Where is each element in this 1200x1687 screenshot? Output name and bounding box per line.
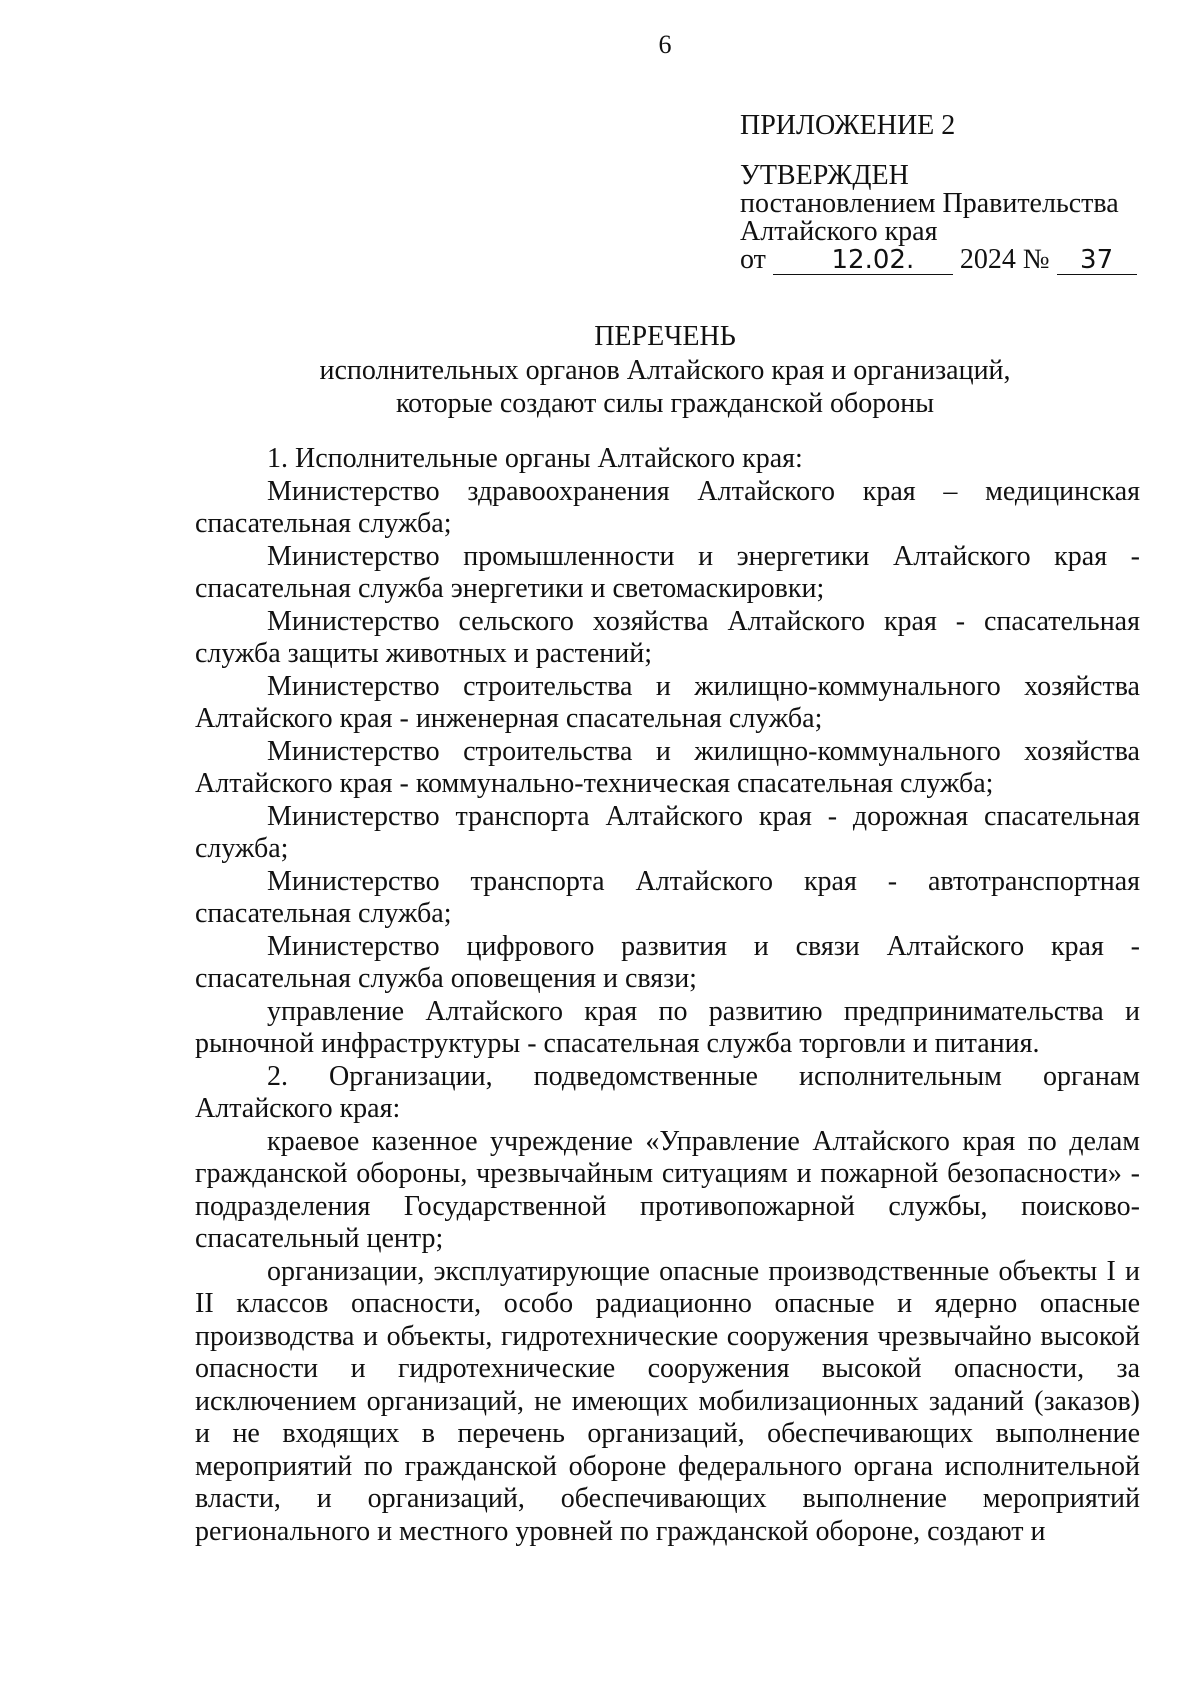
section-heading-2: 2. Организации, подведомственные исполнительным органам Алтайского края: [195,1060,1140,1124]
approved-label: УТВЕРЖДЕН [740,160,909,191]
approval-block [740,112,1180,275]
approved-by-line2: Алтайского края [740,216,938,247]
list-item: Министерство транспорта Алтайского края - автотранспортная спасательная служба; [195,865,1140,929]
list-item: управление Алтайского края по развитию предпринимательства и рыночной инфраструктуры - спасательная служба торговли и питания. [195,995,1140,1059]
list-item: Министерство транспорта Алтайского края - дорожная спасательная служба; [195,800,1140,864]
list-item: Министерство здравоохранения Алтайского края – медицинская спасательная служба; [195,475,1140,539]
list-item: краевое казенное учреждение «Управление Алтайского края по делам гражданской обороны, чрезвычайным ситуациям и пожарной безопасности» - подразделения Государственной противопожарной службы, поисково-спасательный центр; [195,1125,1140,1254]
appendix-label: ПРИЛОЖЕНИЕ 2 [740,110,956,141]
title-heading: ПЕРЕЧЕНЬ [594,321,736,352]
decree-date: 12.02. [773,246,953,275]
decree-year: 2024 № [959,244,1050,275]
title-line1: исполнительных органов Алтайского края и организаций, [319,355,1011,386]
document-title [180,320,1150,420]
list-item: Министерство строительства и жилищно-коммунального хозяйства Алтайского края - коммунально-техническая спасательная служба; [195,735,1140,799]
date-line [740,246,1180,275]
section-heading-1: 1. Исполнительные органы Алтайского края: [267,443,803,474]
list-item: Министерство сельского хозяйства Алтайского края - спасательная служба защиты животных и растений; [195,605,1140,669]
list-item: Министерство промышленности и энергетики Алтайского края - спасательная служба энергетики и светомаскировки; [195,540,1140,604]
list-item: Министерство цифрового развития и связи Алтайского края - спасательная служба оповещения и связи; [195,930,1140,994]
decree-number: 37 [1057,246,1137,275]
list-item: Министерство строительства и жилищно-коммунального хозяйства Алтайского края - инженерная спасательная служба; [195,670,1140,734]
approved-by-line1: постановлением Правительства [740,188,1119,219]
page-number: 6 [658,30,672,59]
list-item: организации, эксплуатирующие опасные производственные объекты I и II классов опасности, особо радиационно опасные и ядерно опасные производства и объекты, гидротехнические сооружения чрезвычайно высокой опасности и гидротехнические сооружения высокой опасности, за исключением организаций, не имеющих мобилизационных заданий (заказов) и не входящих в перечень организаций, обеспечивающих выполнение мероприятий по гражданской обороне федерального органа исполнительной власти, и организаций, обеспечивающих выполнение мероприятий регионального и местного уровней по гражданской обороне, создают и [195,1255,1140,1547]
document-body [195,443,1140,1548]
title-line2: которые создают силы гражданской обороны [395,388,935,419]
from-label: от [740,244,766,275]
